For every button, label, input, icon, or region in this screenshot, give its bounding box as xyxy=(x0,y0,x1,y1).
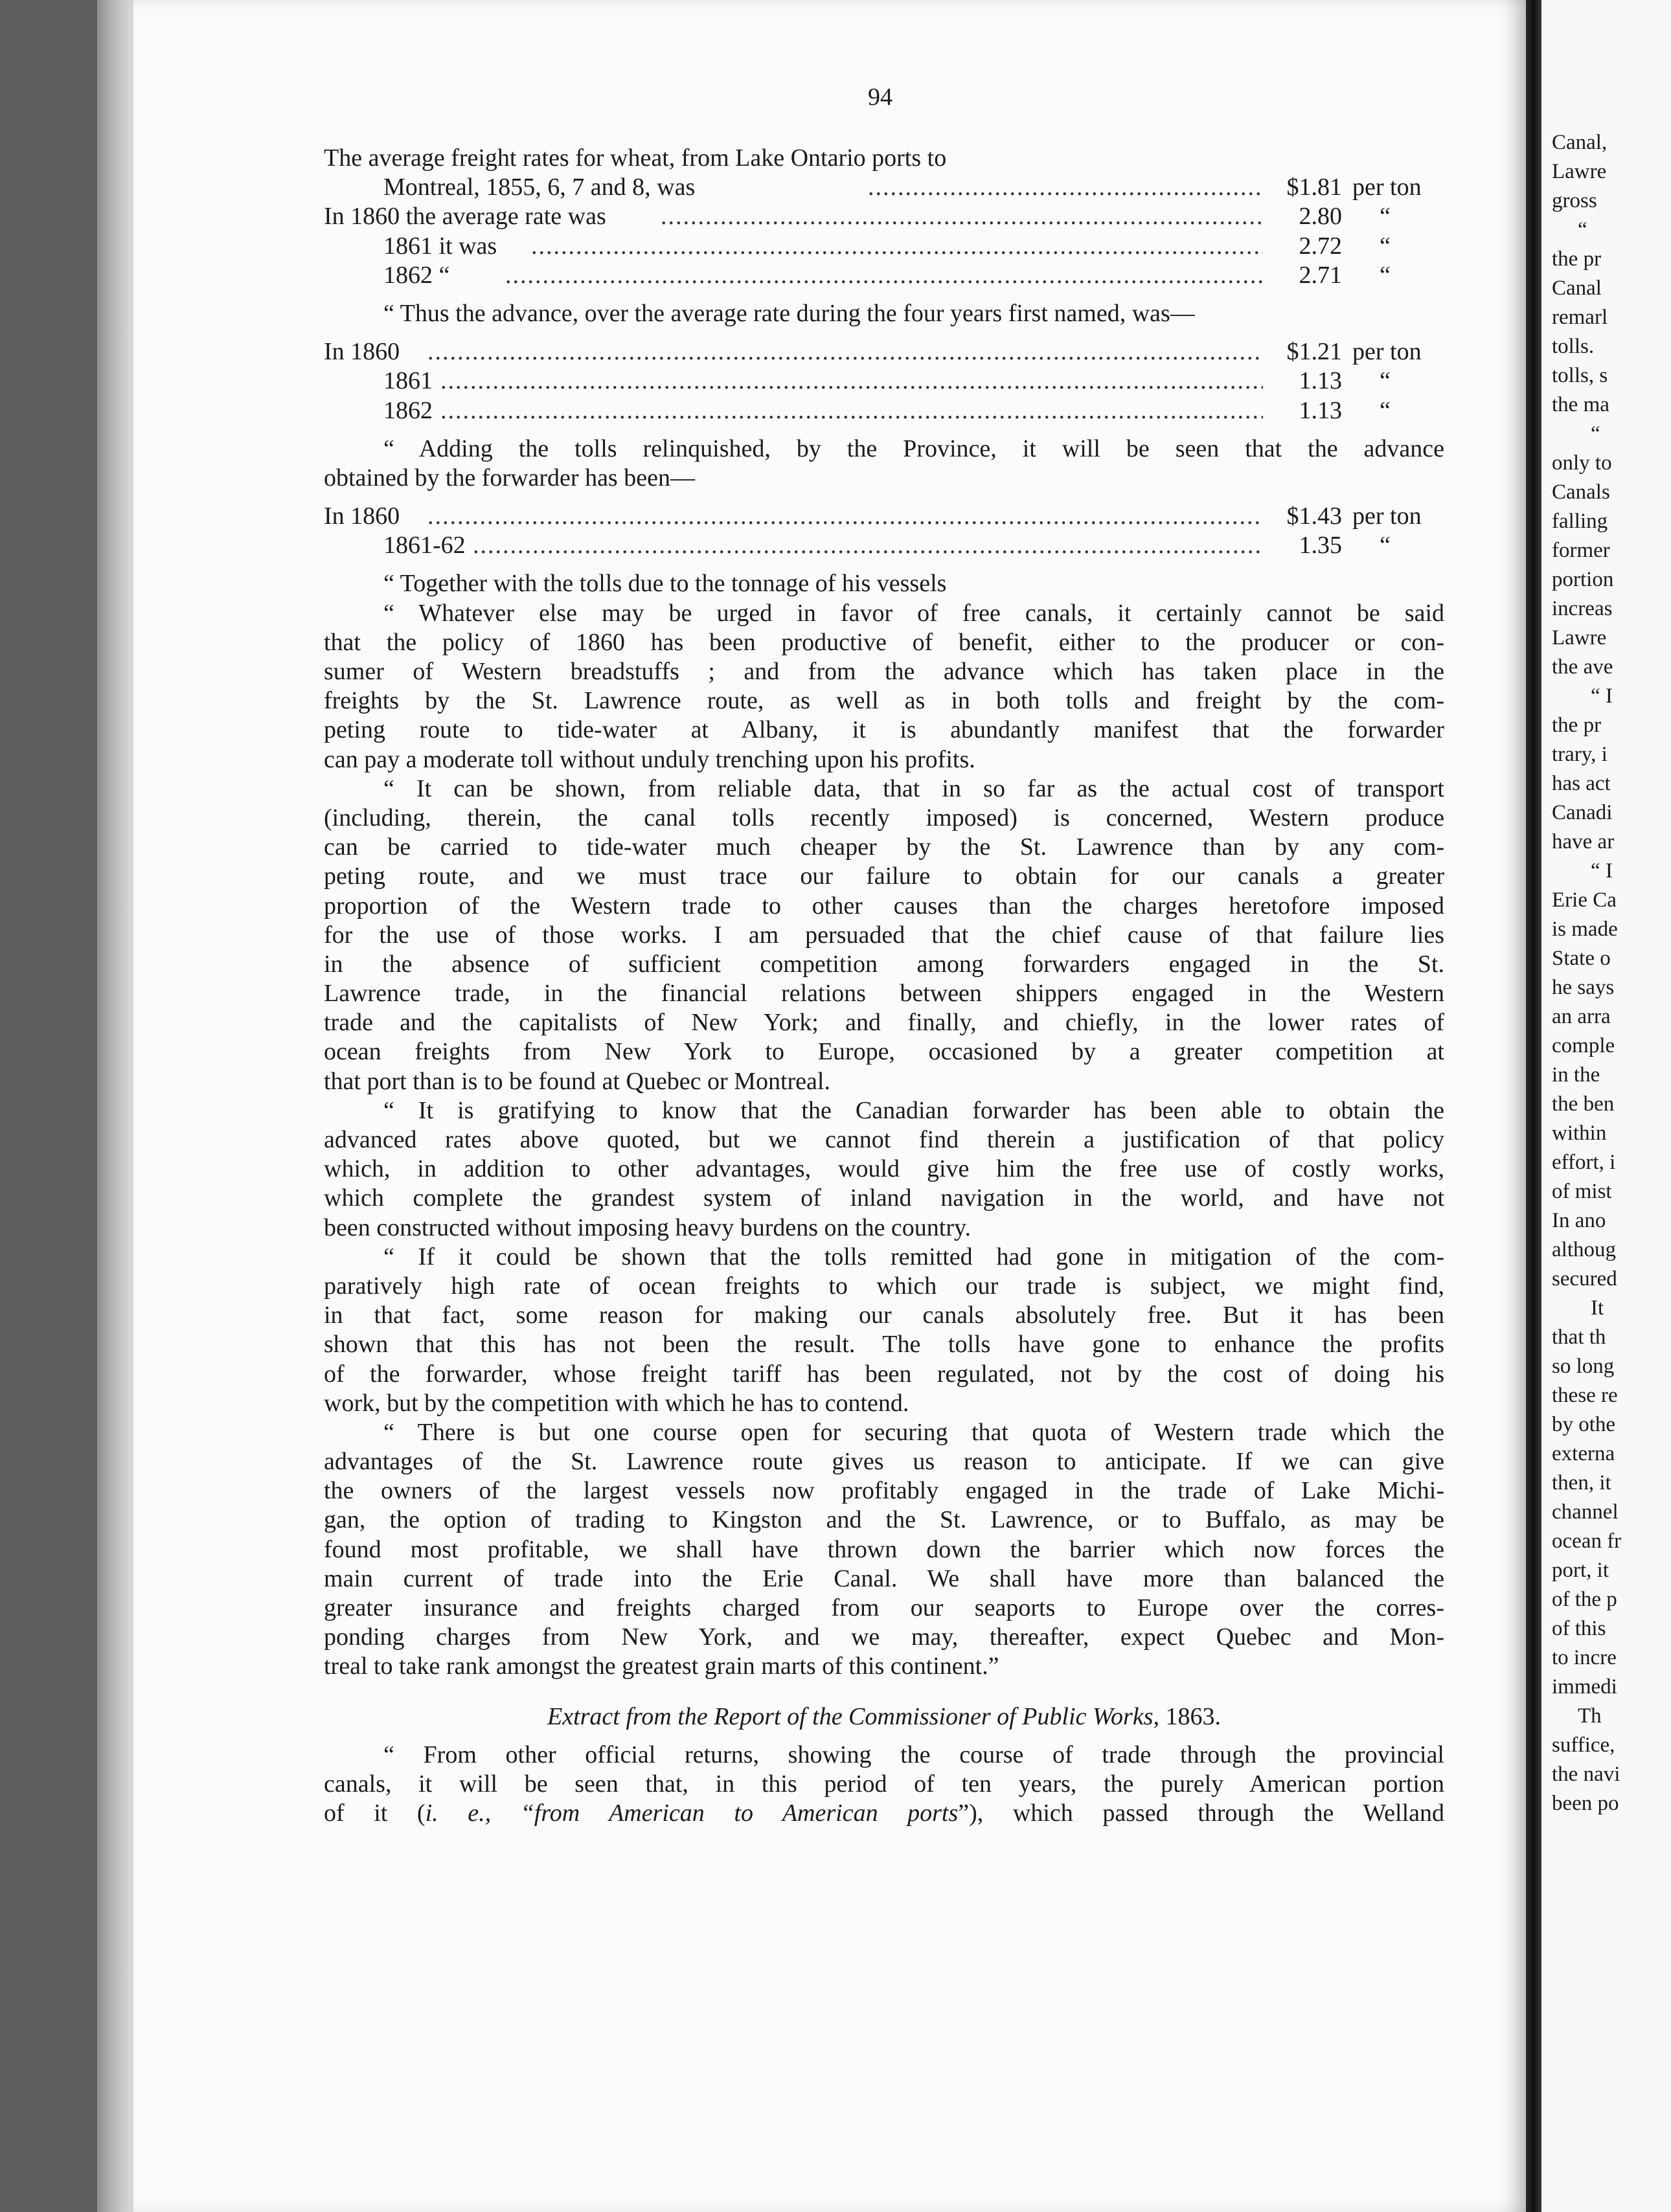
tolls-intro-line: obtained by the forwarder has been— xyxy=(324,464,695,491)
right-page-line: falling xyxy=(1552,510,1608,533)
right-page-line: trary, i xyxy=(1552,743,1608,766)
paragraph xyxy=(324,599,1444,774)
page-number: 94 xyxy=(868,84,892,111)
advance-row xyxy=(324,396,1444,425)
text-line: trade and the capitalists of New York; and finally, and chiefly, in the lower rates of xyxy=(324,1009,1444,1037)
tolls-row-label: In 1860 xyxy=(324,502,400,530)
text-line: ponding charges from New York, and we may, thereafter, expect Quebec and Mon- xyxy=(324,1623,1444,1651)
right-page-line: Canal xyxy=(1552,276,1602,300)
right-page-line: to incre xyxy=(1552,1646,1617,1669)
freight-row xyxy=(324,173,1444,202)
dot-leader xyxy=(531,232,1263,261)
advance-row-label: 1861 xyxy=(383,367,433,395)
advance-row-value: $1.21 xyxy=(1286,338,1342,366)
text-line: freights by the St. Lawrence route, as well as in both tolls and freight by the com- xyxy=(324,687,1444,715)
freight-row-value: 2.72 xyxy=(1299,232,1342,260)
right-page-line: of the p xyxy=(1552,1588,1617,1611)
freight-row-label: In 1860 the average rate was xyxy=(324,203,606,231)
paragraph xyxy=(324,1418,1444,1682)
advance-row-label: 1862 xyxy=(383,396,433,424)
right-page-line: ocean fr xyxy=(1552,1529,1622,1553)
dot-leader xyxy=(440,367,1263,396)
freight-row xyxy=(324,202,1444,231)
right-page-line: increas xyxy=(1552,597,1613,620)
right-page-line: the navi xyxy=(1552,1763,1620,1786)
text-line xyxy=(324,1799,1444,1828)
text-line: can pay a moderate toll without unduly trenching upon his profits. xyxy=(324,745,975,773)
right-page-line: secured xyxy=(1552,1267,1617,1291)
text-line: paratively high rate of ocean freights to which our trade is subject, we might find, xyxy=(324,1272,1444,1300)
dot-leader xyxy=(427,337,1263,367)
advance-row-label: In 1860 xyxy=(324,338,400,366)
right-page-line: an arra xyxy=(1552,1005,1611,1028)
text-line: “ It can be shown, from reliable data, that in so far as the actual cost of transport xyxy=(383,774,1444,802)
text-line: treal to take rank amongst the greatest grain marts of this continent.” xyxy=(324,1653,999,1680)
right-page-line: so long xyxy=(1552,1355,1615,1378)
tolls-row-unit: per ton xyxy=(1352,502,1422,530)
tolls-row-label: 1861-62 xyxy=(383,532,466,559)
right-page-line: of this xyxy=(1552,1617,1606,1640)
right-page-line: externa xyxy=(1552,1442,1615,1465)
text-line: shown that this has not been the result. The tolls have gone to enhance the profits xyxy=(324,1331,1444,1359)
tolls-row-value: $1.43 xyxy=(1286,502,1342,530)
tolls-row xyxy=(324,531,1444,560)
right-page-line: the ben xyxy=(1552,1092,1615,1116)
advance-row-unit: “ xyxy=(1380,367,1391,395)
text-line: “ From other official returns, showing the course of trade through the provincial xyxy=(383,1741,1444,1768)
right-page-line: suffice, xyxy=(1552,1733,1615,1757)
dot-leader xyxy=(505,261,1263,290)
right-page-line: effort, i xyxy=(1552,1151,1616,1174)
right-page-line: Th xyxy=(1578,1704,1602,1728)
right-page-line: Erie Ca xyxy=(1552,888,1617,912)
right-page-line: Canals xyxy=(1552,480,1610,504)
text-line: “ Whatever else may be urged in favor of free canals, it certainly cannot be said xyxy=(383,599,1444,627)
text-line: greater insurance and freights charged from our seaports to Europe over the corres- xyxy=(324,1594,1444,1621)
right-page-line: Canadi xyxy=(1552,801,1613,824)
right-page-line: “ xyxy=(1578,218,1587,242)
right-page-line: been po xyxy=(1552,1792,1619,1815)
right-page-line: the pr xyxy=(1552,247,1602,271)
text-line: which, in addition to other advantages, would give him the free use of costly works, xyxy=(324,1155,1444,1183)
text-line: can be carried to tide-water much cheaper by the St. Lawrence than by any com- xyxy=(324,833,1444,861)
text-line: “ There is but one course open for securing that quota of Western trade which the xyxy=(383,1418,1444,1446)
text-line: in that fact, some reason for making our canals absolutely free. But it has been xyxy=(324,1302,1444,1329)
right-page-line: he says xyxy=(1552,976,1615,999)
advance-row-value: 1.13 xyxy=(1299,396,1342,424)
freight-row-unit: “ xyxy=(1380,261,1391,289)
text-line: advantages of the St. Lawrence route gives us reason to anticipate. If we can give xyxy=(324,1448,1444,1476)
right-page-line: within xyxy=(1552,1122,1607,1145)
text-line: “ If it could be shown that the tolls remitted had gone in mitigation of the com- xyxy=(383,1243,1444,1270)
right-page-line: althoug xyxy=(1552,1238,1616,1261)
dot-leader xyxy=(868,173,1263,202)
right-page-text xyxy=(1552,128,1671,1818)
freight-row xyxy=(324,261,1444,290)
right-page-line: portion xyxy=(1552,568,1614,591)
text-line: in the absence of sufficient competition among forwarders engaged in the St. xyxy=(324,950,1444,978)
freight-row-unit: per ton xyxy=(1352,174,1422,201)
right-page-line: Lawre xyxy=(1552,160,1607,183)
tolls-intro-line: “ Adding the tolls relinquished, by the Province, it will be seen that the advance xyxy=(383,435,1444,462)
right-page-line: “ I xyxy=(1591,684,1613,708)
text-line: gan, the option of trading to Kingston and the St. Lawrence, or to Buffalo, as may be xyxy=(324,1506,1444,1534)
tolls-row xyxy=(324,502,1444,531)
tolls-row-value: 1.35 xyxy=(1299,532,1342,559)
text-line: peting route, and we must trace our failure to obtain for our canals a greater xyxy=(324,863,1444,890)
text-line: “ It is gratifying to know that the Canadian forwarder has been able to obtain the xyxy=(383,1096,1444,1124)
right-page-line: immedi xyxy=(1552,1675,1617,1699)
text-line: canals, it will be seen that, in this period of ten years, the purely American portion xyxy=(324,1770,1444,1798)
dot-leader xyxy=(661,202,1263,231)
text-line: peting route to tide-water at Albany, it is abundantly manifest that the forwarder xyxy=(324,716,1444,744)
right-page-line: has act xyxy=(1552,772,1611,795)
book-gutter xyxy=(1526,0,1541,2212)
paragraph xyxy=(324,1243,1444,1418)
text-line: advanced rates above quoted, but we cannot find therein a justification of that policy xyxy=(324,1126,1444,1153)
text-line: the owners of the largest vessels now profitably engaged in the trade of Lake Michi- xyxy=(324,1477,1444,1505)
paragraph xyxy=(324,1096,1444,1243)
right-page-line: then, it xyxy=(1552,1471,1611,1495)
right-page-line: the pr xyxy=(1552,714,1602,737)
dot-leader xyxy=(473,531,1263,560)
right-page-line: In ano xyxy=(1552,1209,1606,1232)
dot-leader xyxy=(440,396,1263,425)
right-page-line: is made xyxy=(1552,918,1618,941)
freight-row-value: 2.71 xyxy=(1299,261,1342,289)
extract-heading-year: 1863. xyxy=(1165,1702,1221,1730)
advance-row xyxy=(324,367,1444,396)
right-page-line: “ I xyxy=(1591,859,1613,883)
freight-row-unit: “ xyxy=(1380,203,1391,231)
advance-row-value: 1.13 xyxy=(1299,367,1342,395)
text-line: sumer of Western breadstuffs ; and from the advance which has taken place in the xyxy=(324,658,1444,685)
right-page-line: in the xyxy=(1552,1063,1600,1087)
right-page-line: the ma xyxy=(1552,393,1609,416)
right-page-line: Canal, xyxy=(1552,131,1608,154)
italic-quote: i. e., “from American to American ports xyxy=(425,1800,959,1827)
right-page-line: that th xyxy=(1552,1326,1606,1349)
text-line: work, but by the competition with which he has to contend. xyxy=(324,1389,909,1417)
text-line: proportion of the Western trade to other causes than the charges heretofore imposed xyxy=(324,892,1444,920)
freight-row xyxy=(324,232,1444,261)
right-page-line: former xyxy=(1552,539,1610,562)
page-body xyxy=(324,144,1444,1828)
right-page-line: Lawre xyxy=(1552,626,1607,649)
freight-intro: The average freight rates for wheat, from Lake Ontario ports to xyxy=(324,144,947,172)
text-line: of the forwarder, whose freight tariff has been regulated, not by the cost of doing his xyxy=(324,1360,1444,1388)
text-line: that port than is to be found at Quebec or Montreal. xyxy=(324,1067,830,1095)
advance-row-unit: “ xyxy=(1380,396,1391,424)
right-page-line: only to xyxy=(1552,451,1612,475)
extract-heading-text: Extract from the Report of the Commissioner of Public Works, xyxy=(547,1702,1159,1730)
right-page-line: comple xyxy=(1552,1034,1615,1057)
right-page-line: of mist xyxy=(1552,1180,1612,1203)
advance-row-unit: per ton xyxy=(1352,338,1422,366)
right-page-line: port, it xyxy=(1552,1559,1609,1582)
right-page-line: “ xyxy=(1591,422,1600,446)
freight-row-value: $1.81 xyxy=(1286,174,1342,201)
text-line: Lawrence trade, in the financial relations between shippers engaged in the Western xyxy=(324,980,1444,1008)
right-page-line: the ave xyxy=(1552,655,1613,679)
right-page xyxy=(1541,0,1671,2212)
freight-row-label: 1862 “ xyxy=(383,261,450,289)
right-page-line: by othe xyxy=(1552,1413,1616,1436)
paragraph xyxy=(324,774,1444,1096)
advance-intro: “ Thus the advance, over the average rate during the four years first named, was— xyxy=(383,299,1195,327)
text-line: ocean freights from New York to Europe, occasioned by a greater competition at xyxy=(324,1038,1444,1066)
text-line: (including, therein, the canal tolls recently imposed) is concerned, Western produce xyxy=(324,804,1444,831)
text-line: which complete the grandest system of inland navigation in the world, and have not xyxy=(324,1184,1444,1212)
tolls-row-unit: “ xyxy=(1380,532,1391,559)
text-line: for the use of those works. I am persuaded that the chief cause of that failure lies xyxy=(324,921,1444,949)
freight-row-unit: “ xyxy=(1380,232,1391,260)
extract-heading xyxy=(324,1702,1444,1732)
dot-leader xyxy=(427,502,1263,531)
advance-row xyxy=(324,337,1444,367)
right-page-line: have ar xyxy=(1552,830,1615,853)
right-page-line: gross xyxy=(1552,189,1597,212)
text-line: that the policy of 1860 has been productive of benefit, either to the producer or con- xyxy=(324,628,1444,656)
tonnage-line: “ Together with the tolls due to the tonnage of his vessels xyxy=(383,570,947,598)
text-line: found most profitable, we shall have thrown down the barrier which now forces the xyxy=(324,1535,1444,1563)
text-fragment: ”), which passed through the Welland xyxy=(958,1800,1444,1827)
right-page-line: channel xyxy=(1552,1500,1619,1524)
right-page-line: tolls. xyxy=(1552,335,1595,358)
text-line: main current of trade into the Erie Canal. We shall have more than balanced the xyxy=(324,1564,1444,1592)
freight-row-label: 1861 it was xyxy=(383,232,497,260)
text-line: been constructed without imposing heavy burdens on the country. xyxy=(324,1213,972,1241)
right-page-line: State o xyxy=(1552,947,1611,970)
right-page-line: It xyxy=(1591,1296,1604,1320)
text-fragment: of it ( xyxy=(324,1800,426,1827)
right-page-line: tolls, s xyxy=(1552,364,1608,387)
freight-row-value: 2.80 xyxy=(1299,203,1342,231)
right-page-line: remarl xyxy=(1552,306,1608,329)
freight-row-label: Montreal, 1855, 6, 7 and 8, was xyxy=(383,174,696,201)
right-page-line: these re xyxy=(1552,1384,1618,1407)
